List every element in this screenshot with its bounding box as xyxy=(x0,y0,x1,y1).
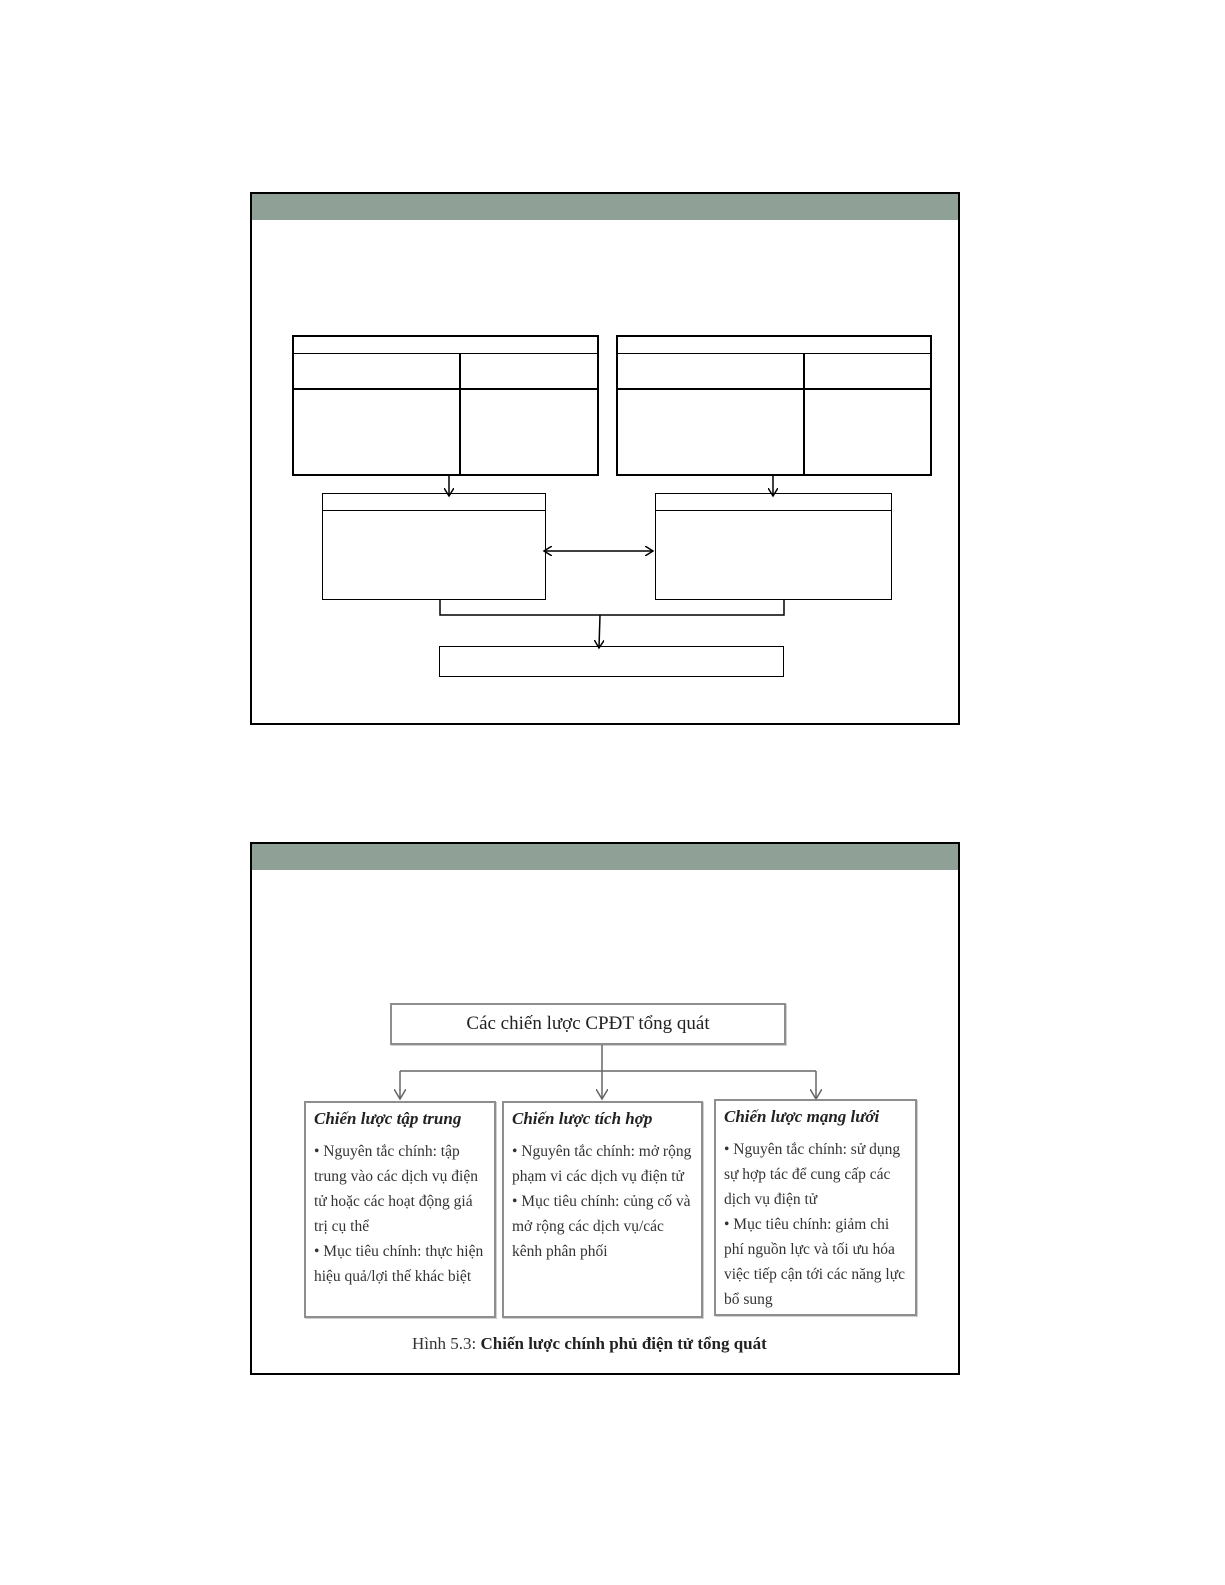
arrow-to-result xyxy=(599,615,600,648)
caption-prefix: Hình 5.3: xyxy=(412,1334,481,1353)
strategy-goal: • Mục tiêu chính: củng cố và mở rộng các dịch vụ/các kênh phân phối xyxy=(512,1193,691,1260)
strategy-box-network xyxy=(714,1099,917,1316)
strategy-title: Chiến lược mạng lưới xyxy=(724,1107,880,1126)
slide-bottom xyxy=(250,842,960,1375)
strategy-goal: • Mục tiêu chính: giảm chi phí nguồn lực và tối ưu hóa việc tiếp cận tới các năng lực bổ sung xyxy=(724,1216,905,1308)
root-strategy-label: Các chiến lược CPĐT tổng quát xyxy=(466,1013,710,1034)
slide-top xyxy=(250,192,960,725)
merge-bracket xyxy=(440,600,784,615)
strategy-title: Chiến lược tích hợp xyxy=(512,1109,653,1128)
caption-title: Chiến lược chính phủ điện tử tổng quát xyxy=(480,1334,767,1353)
strategy-title: Chiến lược tập trung xyxy=(314,1109,462,1128)
figure-caption xyxy=(412,1334,767,1354)
top-diagram-connectors xyxy=(252,194,962,727)
strategy-principle: • Nguyên tắc chính: sử dụng sự hợp tác để cung cấp các dịch vụ điện tử xyxy=(724,1141,901,1208)
strategy-principle: • Nguyên tắc chính: tập trung vào các dịch vụ điện tử hoặc các hoạt động giá trị cụ thể xyxy=(314,1143,478,1235)
strategy-goal: • Mục tiêu chính: thực hiện hiệu quả/lợi thế khác biệt xyxy=(314,1243,484,1285)
strategy-box-integrate xyxy=(502,1101,703,1318)
strategy-principle: • Nguyên tắc chính: mở rộng phạm vi các dịch vụ điện tử xyxy=(512,1143,692,1185)
strategy-box-focus xyxy=(304,1101,496,1318)
